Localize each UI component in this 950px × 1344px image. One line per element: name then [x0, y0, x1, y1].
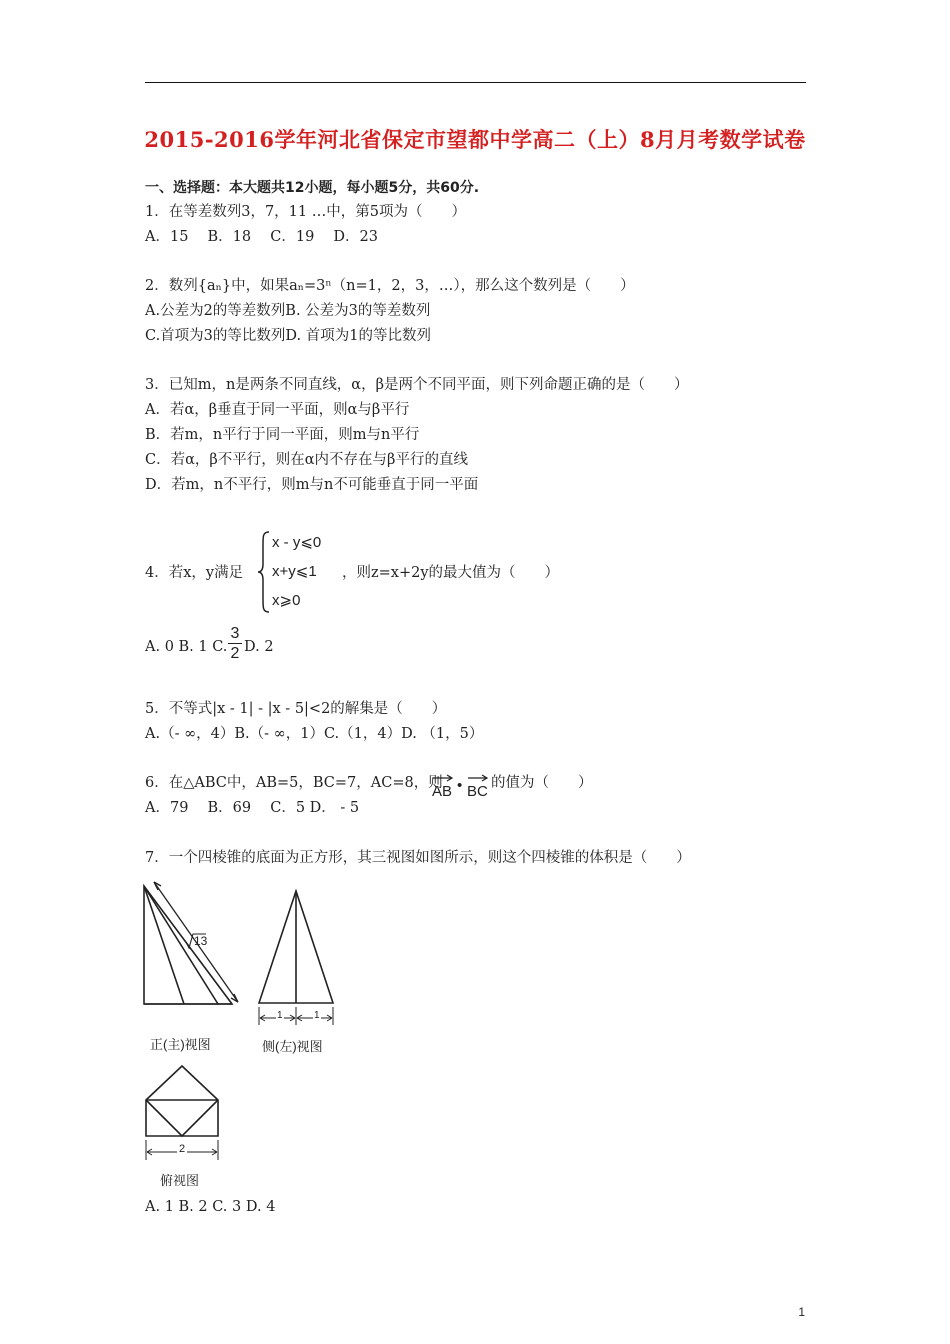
side-view-figure [255, 885, 340, 1025]
vector-arrow-icon [467, 774, 489, 781]
q3-option-d: D．若m，n不平行，则m与n不可能垂直于同一平面 [145, 477, 479, 493]
q3-option-b: B．若m，n平行于同一平面，则m与n平行 [145, 427, 420, 443]
side-view-label: 侧(左)视图 [262, 1039, 323, 1054]
header-rule [145, 82, 806, 83]
section-heading: 一、选择题：本大题共12小题，每小题5分，共60分. [145, 180, 480, 196]
sqrt-label: 13 [194, 934, 208, 948]
side-dim-1-left: 1 [277, 1010, 283, 1021]
vector-arrow-icon [432, 774, 454, 781]
page-title: 2015-2016学年河北省保定市望都中学高二（上）8月月考数学试卷 [144, 127, 806, 152]
q4-stem-suffix: ，则z=x+2y的最大值为（ ） [342, 565, 560, 581]
dot-operator: • [457, 777, 463, 794]
inequality-2: x+y⩽1 [272, 563, 317, 580]
vector-ab [432, 768, 454, 800]
q4-stem-prefix: 4．若x，y满足 [145, 565, 244, 581]
side-dim-1-right: 1 [314, 1010, 320, 1021]
q5-stem: 5．不等式|x - 1| - |x - 5|<2的解集是（ ） [145, 701, 447, 717]
vector-bc-label: BC [467, 783, 488, 800]
q1-stem: 1．在等差数列3，7，11 …中，第5项为（ ） [145, 204, 466, 220]
fraction-numerator: 3 [230, 625, 240, 642]
q2-stem: 2．数列{aₙ}中，如果aₙ=3ⁿ（n=1，2，3，…），那么这个数列是（ ） [145, 278, 635, 294]
fraction-three-halves [228, 625, 242, 662]
q3-option-a: A．若α，β垂直于同一平面，则α与β平行 [145, 402, 410, 418]
top-view-label: 俯视图 [160, 1173, 200, 1188]
q7-stem: 7．一个四棱锥的底面为正方形，其三视图如图所示，则这个四棱锥的体积是（ ） [145, 850, 691, 866]
fraction-denominator: 2 [230, 645, 240, 662]
q2-options-cd: C.首项为3的等比数列D. 首项为1的等比数列 [145, 328, 431, 344]
q7-options: A. 1 B. 2 C. 3 D. 4 [145, 1199, 276, 1215]
inequality-3: x⩾0 [272, 592, 301, 609]
system-brace [257, 530, 271, 614]
q6-stem-prefix: 6．在△ABC中，AB=5，BC=7，AC=8，则 [145, 775, 443, 791]
front-view-label: 正(主)视图 [150, 1037, 211, 1052]
q6-stem-suffix: 的值为（ ） [491, 775, 593, 791]
q5-options: A.（- ∞，4）B.（- ∞，1）C.（1，4）D. （1，5） [145, 726, 484, 742]
q4-options-prefix: A. 0 B. 1 C. [145, 639, 228, 655]
q3-stem: 3．已知m，n是两条不同直线，α，β是两个不同平面，则下列命题正确的是（ ） [145, 377, 689, 393]
q1-options: A．15 B．18 C．19 D．23 [145, 229, 378, 245]
top-dim-2: 2 [179, 1143, 186, 1155]
vector-ab-label: AB [432, 783, 453, 800]
q3-option-c: C．若α，β不平行，则在α内不存在与β平行的直线 [145, 452, 468, 468]
q6-options: A．79 B．69 C．5 D． - 5 [145, 800, 360, 816]
fraction-bar [228, 643, 242, 644]
q2-options-ab: A.公差为2的等差数列B. 公差为3的等差数列 [145, 303, 431, 319]
page-number: 1 [798, 1305, 805, 1319]
vector-bc [467, 768, 489, 800]
q4-options-suffix: D. 2 [244, 639, 274, 655]
inequality-1: x - y⩽0 [272, 534, 322, 551]
